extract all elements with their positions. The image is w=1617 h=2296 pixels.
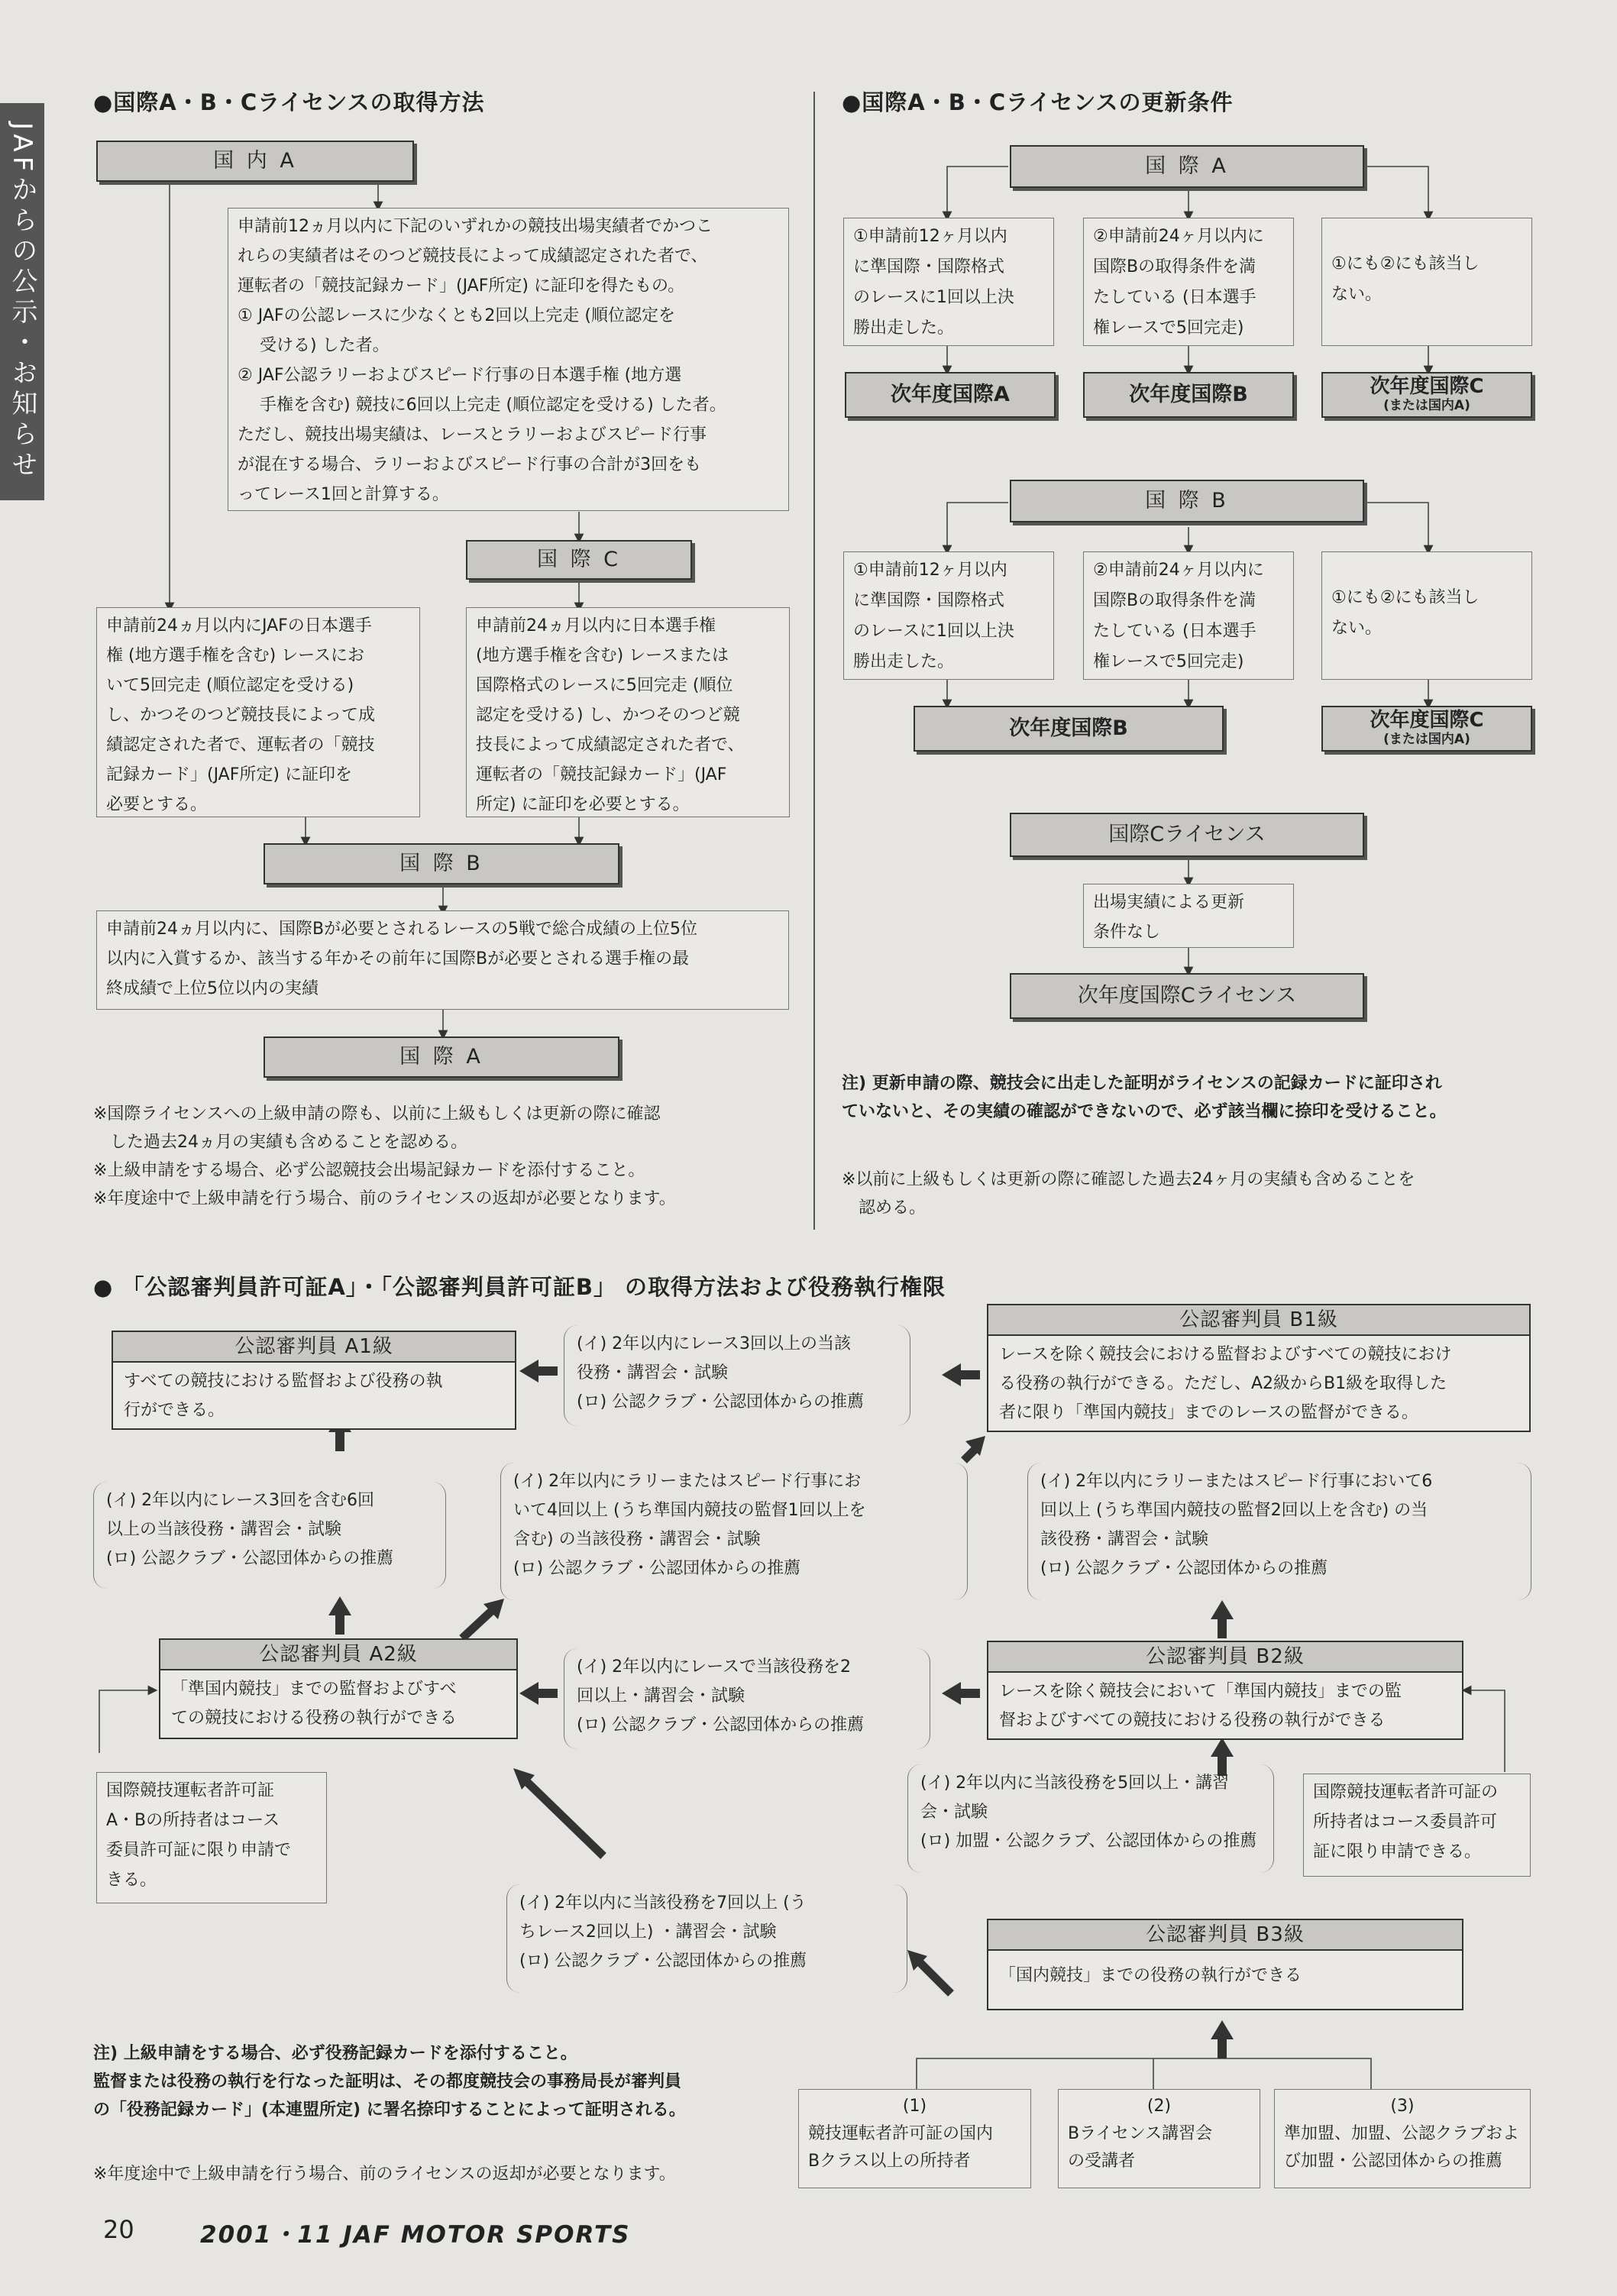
opt-line: ない。: [1331, 619, 1383, 638]
cond-b3-b2: [907, 1764, 1274, 1873]
cond-a2-a1: [93, 1482, 446, 1589]
note-line: 注) 更新申請の際、競技会に出走した証明がライセンスの記録カードに証印され: [842, 1074, 1442, 1093]
next-c-license-header: 次年度国際Cライセンス: [1010, 973, 1364, 1019]
renew-b-opt3: [1321, 551, 1532, 680]
a1-title: 公認審判員 A1級: [113, 1332, 515, 1363]
renew-kokusai-a-header: 国 際 A: [1010, 145, 1364, 188]
section1-notes: [93, 1100, 804, 1213]
renew-a-opt1: [843, 218, 1054, 346]
cond-b-line: 以内に入賞するか、該当する年かその前年に国際Bが必要とされる選手権の最: [106, 949, 690, 969]
side-line: 国際競技運転者許可証の: [1313, 1783, 1499, 1802]
cond-b-box: [96, 910, 789, 1010]
side-line: きる。: [106, 1871, 157, 1890]
cond-line: (ロ) 公認クラブ・公認団体からの推薦: [519, 1952, 807, 1971]
cond-right-line: 認定を受ける) し、かつそのつど競: [476, 706, 740, 725]
note-line: ※国際ライセンスへの上級申請の際も、以前に上級もしくは更新の際に確認: [93, 1104, 661, 1124]
kokusai-b-header: 国 際 B: [264, 843, 619, 884]
side-line: 所持者はコース委員許可: [1313, 1813, 1497, 1832]
source-line: 準加盟、加盟、公認クラブおよ: [1284, 2124, 1520, 2143]
b2-title: 公認審判員 B2級: [988, 1642, 1462, 1673]
source-num: (2): [1146, 2097, 1172, 2116]
cond-line: 役務・講習会・試験: [577, 1363, 729, 1382]
b2-body: [988, 1673, 1462, 1740]
body-line: すべての競技における監督および役務の執: [124, 1372, 443, 1391]
opt-line: ない。: [1331, 285, 1383, 304]
cond-line: 出場実績による更新: [1093, 893, 1245, 912]
body-line: る役務の執行ができる。ただし、A2級からB1級を取得した: [999, 1374, 1447, 1393]
renew-kokusai-b-header: 国 際 B: [1010, 480, 1364, 522]
body-line: 督およびすべての競技における役務の執行ができる: [999, 1711, 1386, 1730]
a2-title: 公認審判員 A2級: [160, 1640, 516, 1670]
body-line: 「準国内競技」までの監督およびすべ: [171, 1680, 457, 1699]
body-line: ての競技における役務の執行ができる: [171, 1709, 458, 1728]
cond-top-line: 運転者の「競技記録カード」(JAF所定) に証印を得たもの。: [238, 276, 685, 296]
source-num: (3): [1390, 2097, 1415, 2116]
cond-top-line: ② JAF公認ラリーおよびスピード行事の日本選手権 (地方選: [238, 366, 682, 385]
opt-line: 権レースで5回完走): [1093, 652, 1244, 671]
next-c-sub: (または国内A): [1383, 398, 1470, 414]
opt-line: ①にも②にも該当し: [1331, 254, 1480, 273]
note-line: 監督または役務の執行を行なった証明は、その都度競技会の事務局長が審判員: [93, 2072, 682, 2091]
note-line: の「役務記録カード」(本連盟所定) に署名捺印することによって証明される。: [93, 2100, 686, 2120]
cond-line: 会・試験: [920, 1803, 988, 1822]
cond-b1-a1: [564, 1325, 910, 1426]
side-line: 委員許可証に限り申請で: [106, 1841, 292, 1860]
magazine-name: 2001・11 JAF MOTOR SPORTS: [200, 2221, 631, 2249]
cond-right-line: 運転者の「競技記録カード」(JAF: [476, 765, 727, 784]
b2-card: [987, 1641, 1463, 1740]
cond-right-line: 所定) に証印を必要とする。: [476, 795, 690, 814]
opt-line: 勝出走した。: [853, 319, 955, 338]
opt-line: に準国際・国際格式: [853, 257, 1005, 276]
cond-line: 該役務・講習会・試験: [1040, 1530, 1209, 1549]
side-line: 国際競技運転者許可証: [106, 1781, 275, 1800]
section2-title: ●国際A・B・Cライセンスの更新条件: [842, 89, 1234, 115]
cond-line: (イ) 2年以内にレース3回を含む6回: [106, 1491, 375, 1510]
cond-left-line: 申請前24ヵ月以内にJAFの日本選手: [106, 616, 372, 635]
cond-top-line: が混在する場合、ラリーおよびスピード行事の合計が3回をも: [238, 455, 702, 474]
cond-line: (イ) 2年以内にレースで当該役務を2: [577, 1657, 852, 1677]
cond-left-line: 績認定された者で、運転者の「競技: [106, 736, 375, 755]
renew-a-opt2: [1083, 218, 1294, 346]
a2-body: [160, 1670, 516, 1738]
cond-left-line: 必要とする。: [106, 795, 208, 814]
b3-body: [988, 1951, 1462, 1995]
section3-title: ● 「公認審判員許可証A」・「公認審判員許可証B」 の取得方法および役務執行権限: [93, 1274, 946, 1300]
next-c2-header: [1321, 706, 1532, 752]
page-number: 20: [103, 2215, 134, 2244]
cond-right-line: 国際格式のレースに5回完走 (順位: [476, 676, 733, 695]
cond-left-line: いて5回完走 (順位認定を受ける): [106, 676, 354, 695]
cond-top-line: 手権を含む) 競技に6回以上完走 (順位認定を受ける) した者。: [238, 396, 726, 415]
opt-line: ②申請前24ヶ月以内に: [1093, 561, 1264, 580]
cond-line: ちレース2回以上) ・講習会・試験: [519, 1922, 777, 1942]
body-line: レースを除く競技会における監督およびすべての競技におけ: [999, 1345, 1452, 1364]
source-2-box: [1058, 2089, 1260, 2188]
cond-line: いて4回以上 (うち準国内競技の監督1回以上を: [513, 1501, 866, 1520]
opt-line: ①申請前12ヶ月以内: [853, 227, 1007, 246]
cond-top-line: ただし、競技出場実績は、レースとラリーおよびスピード行事: [238, 425, 707, 445]
renew-b-opt2: [1083, 551, 1294, 680]
cond-line: (イ) 2年以内に当該役務を5回以上・講習: [920, 1774, 1230, 1793]
source-line: Bライセンス講習会: [1068, 2124, 1213, 2143]
opt-line: 国際Bの取得条件を満: [1093, 591, 1256, 610]
cond-top-line: 申請前12ヵ月以内に下記のいずれかの競技出場実績者でかつこ: [238, 217, 713, 236]
body-line: レースを除く競技会において「準国内競技」までの監: [999, 1682, 1402, 1701]
section3-note-bold: [93, 2039, 804, 2124]
next-a-header: 次年度国際A: [845, 372, 1056, 418]
cond-line: (イ) 2年以内にレース3回以上の当該: [577, 1334, 852, 1353]
cond-b2-a2: [564, 1648, 930, 1749]
source-1-box: [798, 2089, 1031, 2188]
opt-line: のレースに1回以上決: [853, 288, 1014, 307]
opt-line: たしている (日本選手: [1093, 622, 1256, 641]
b1-card: [987, 1304, 1531, 1432]
opt-line: 国際Bの取得条件を満: [1093, 257, 1256, 276]
cond-right-box: [466, 607, 790, 817]
next-b2-header: 次年度国際B: [914, 706, 1224, 752]
kokunai-a-header: 国 内 A: [96, 141, 414, 182]
cond-line: (ロ) 公認クラブ・公認団体からの推薦: [106, 1549, 394, 1568]
note-line: 注) 上級申請をする場合、必ず役務記録カードを添付すること。: [93, 2044, 577, 2063]
side-line: A・Bの所持者はコース: [106, 1811, 280, 1830]
a2-card: [159, 1638, 518, 1739]
body-line: 者に限り「準国内競技」までのレースの監督ができる。: [999, 1403, 1418, 1422]
opt-line: たしている (日本選手: [1093, 288, 1256, 307]
cond-top-line: 受ける) した者。: [238, 336, 390, 355]
cond-b2-b1: [1027, 1463, 1531, 1600]
side-right-box: [1303, 1774, 1531, 1877]
cond-left-line: し、かつそのつど競技長によって成: [106, 706, 376, 725]
cond-a2-b1: [500, 1463, 968, 1600]
source-line: 競技運転者許可証の国内: [808, 2124, 994, 2143]
next-b-header: 次年度国際B: [1083, 372, 1294, 418]
renew-a-opt3: [1321, 218, 1532, 346]
source-line: び加盟・公認団体からの推薦: [1284, 2152, 1503, 2171]
opt-line: に準国際・国際格式: [853, 591, 1005, 610]
note-line: した過去24ヵ月の実績も含めることを認める。: [93, 1133, 467, 1152]
cond-line: (イ) 2年以内にラリーまたはスピード行事において6: [1040, 1472, 1433, 1491]
cond-top-line: れらの実績者はそのつど競技長によって成績認定された者で、: [238, 247, 708, 266]
cond-line: 含む) の当該役務・講習会・試験: [513, 1530, 761, 1549]
note-line: ていないと、その実績の確認ができないので、必ず該当欄に捺印を受けること。: [842, 1102, 1447, 1121]
note-line: 認める。: [842, 1198, 927, 1218]
cond-right-line: 技長によって成績認定された者で、: [476, 736, 745, 755]
kokusai-a-header: 国 際 A: [264, 1036, 619, 1078]
side-left-box: [96, 1772, 327, 1903]
b3-card: [987, 1919, 1463, 2010]
body-line: 行ができる。: [124, 1401, 225, 1420]
kokusai-c-header: 国 際 C: [466, 540, 692, 580]
renew-b-opt1: [843, 551, 1054, 680]
cond-top-line: ① JAFの公認レースに少なくとも2回以上完走 (順位認定を: [238, 306, 675, 325]
cond-line: (ロ) 公認クラブ・公認団体からの推薦: [1040, 1559, 1328, 1578]
b1-title: 公認審判員 B1級: [988, 1305, 1529, 1336]
next-c-label: 次年度国際C: [1370, 709, 1484, 732]
cond-line: (イ) 2年以内にラリーまたはスピード行事にお: [513, 1472, 862, 1491]
opt-line: のレースに1回以上決: [853, 622, 1014, 641]
opt-line: 権レースで5回完走): [1093, 319, 1244, 338]
source-line: の受講者: [1068, 2152, 1136, 2171]
source-3-box: [1274, 2089, 1531, 2188]
opt-line: ①申請前12ヶ月以内: [853, 561, 1007, 580]
cond-b-line: 終成績で上位5位以内の実績: [106, 979, 319, 998]
opt-line: ①にも②にも該当し: [1331, 588, 1480, 607]
side-line: 証に限り申請できる。: [1313, 1842, 1482, 1861]
cond-line: (ロ) 加盟・公認クラブ、公認団体からの推薦: [920, 1832, 1257, 1851]
cond-left-line: 権 (地方選手権を含む) レースにお: [106, 646, 365, 665]
cond-line: 以上の当該役務・講習会・試験: [106, 1520, 342, 1539]
cond-line: (ロ) 公認クラブ・公認団体からの推薦: [577, 1716, 865, 1735]
b1-body: [988, 1336, 1529, 1432]
body-line: 「国内競技」までの役務の執行ができる: [999, 1966, 1302, 1985]
cond-top-box: [228, 208, 789, 511]
c-license-cond: [1083, 884, 1294, 948]
cond-left-box: [96, 607, 420, 817]
section1-title: ●国際A・B・Cライセンスの取得方法: [93, 89, 485, 115]
opt-line: 勝出走した。: [853, 652, 955, 671]
cond-line: 条件なし: [1093, 923, 1161, 942]
note-line: ※年度途中で上級申請を行う場合、前のライセンスの返却が必要となります。: [93, 1189, 676, 1208]
next-c-sub: (または国内A): [1383, 732, 1470, 748]
next-c-header: [1321, 372, 1532, 418]
cond-top-line: ってレース1回と計算する。: [238, 485, 449, 504]
cond-line: 回以上・講習会・試験: [577, 1686, 745, 1706]
cond-left-line: 記録カード」(JAF所定) に証印を: [106, 765, 352, 784]
cond-right-line: (地方選手権を含む) レースまたは: [476, 646, 729, 665]
cond-line: (ロ) 公認クラブ・公認団体からの推薦: [577, 1392, 865, 1412]
cond-line: (ロ) 公認クラブ・公認団体からの推薦: [513, 1559, 801, 1578]
note-line: ※以前に上級もしくは更新の際に確認した過去24ヶ月の実績も含めることを: [842, 1170, 1415, 1189]
cond-b3-a2: [506, 1884, 907, 1993]
a1-body: [113, 1363, 515, 1430]
next-c-label: 次年度国際C: [1370, 375, 1484, 399]
side-tab: JAFからの公示・お知らせ: [0, 103, 44, 500]
opt-line: ②申請前24ヶ月以内に: [1093, 227, 1264, 246]
cond-b-line: 申請前24ヵ月以内に、国際Bが必要とされるレースの5戦で総合成績の上位5位: [106, 920, 697, 939]
cond-line: 回以上 (うち準国内競技の監督2回以上を含む) の当: [1040, 1501, 1428, 1520]
b3-title: 公認審判員 B3級: [988, 1920, 1462, 1951]
section2-note-bold: [842, 1069, 1544, 1126]
a1-card: [112, 1331, 516, 1430]
cond-line: (イ) 2年以内に当該役務を7回以上 (う: [519, 1893, 807, 1913]
note-line: ※上級申請をする場合、必ず公認競技会出場記録カードを添付すること。: [93, 1161, 645, 1180]
section3-note: ※年度途中で上級申請を行う場合、前のライセンスの返却が必要となります。: [93, 2165, 676, 2184]
cond-right-line: 申請前24ヵ月以内に日本選手権: [476, 616, 716, 635]
c-license-header: 国際Cライセンス: [1010, 813, 1364, 857]
section2-note: [842, 1166, 1544, 1222]
source-line: Bクラス以上の所持者: [808, 2152, 971, 2171]
source-num: (1): [902, 2097, 927, 2116]
